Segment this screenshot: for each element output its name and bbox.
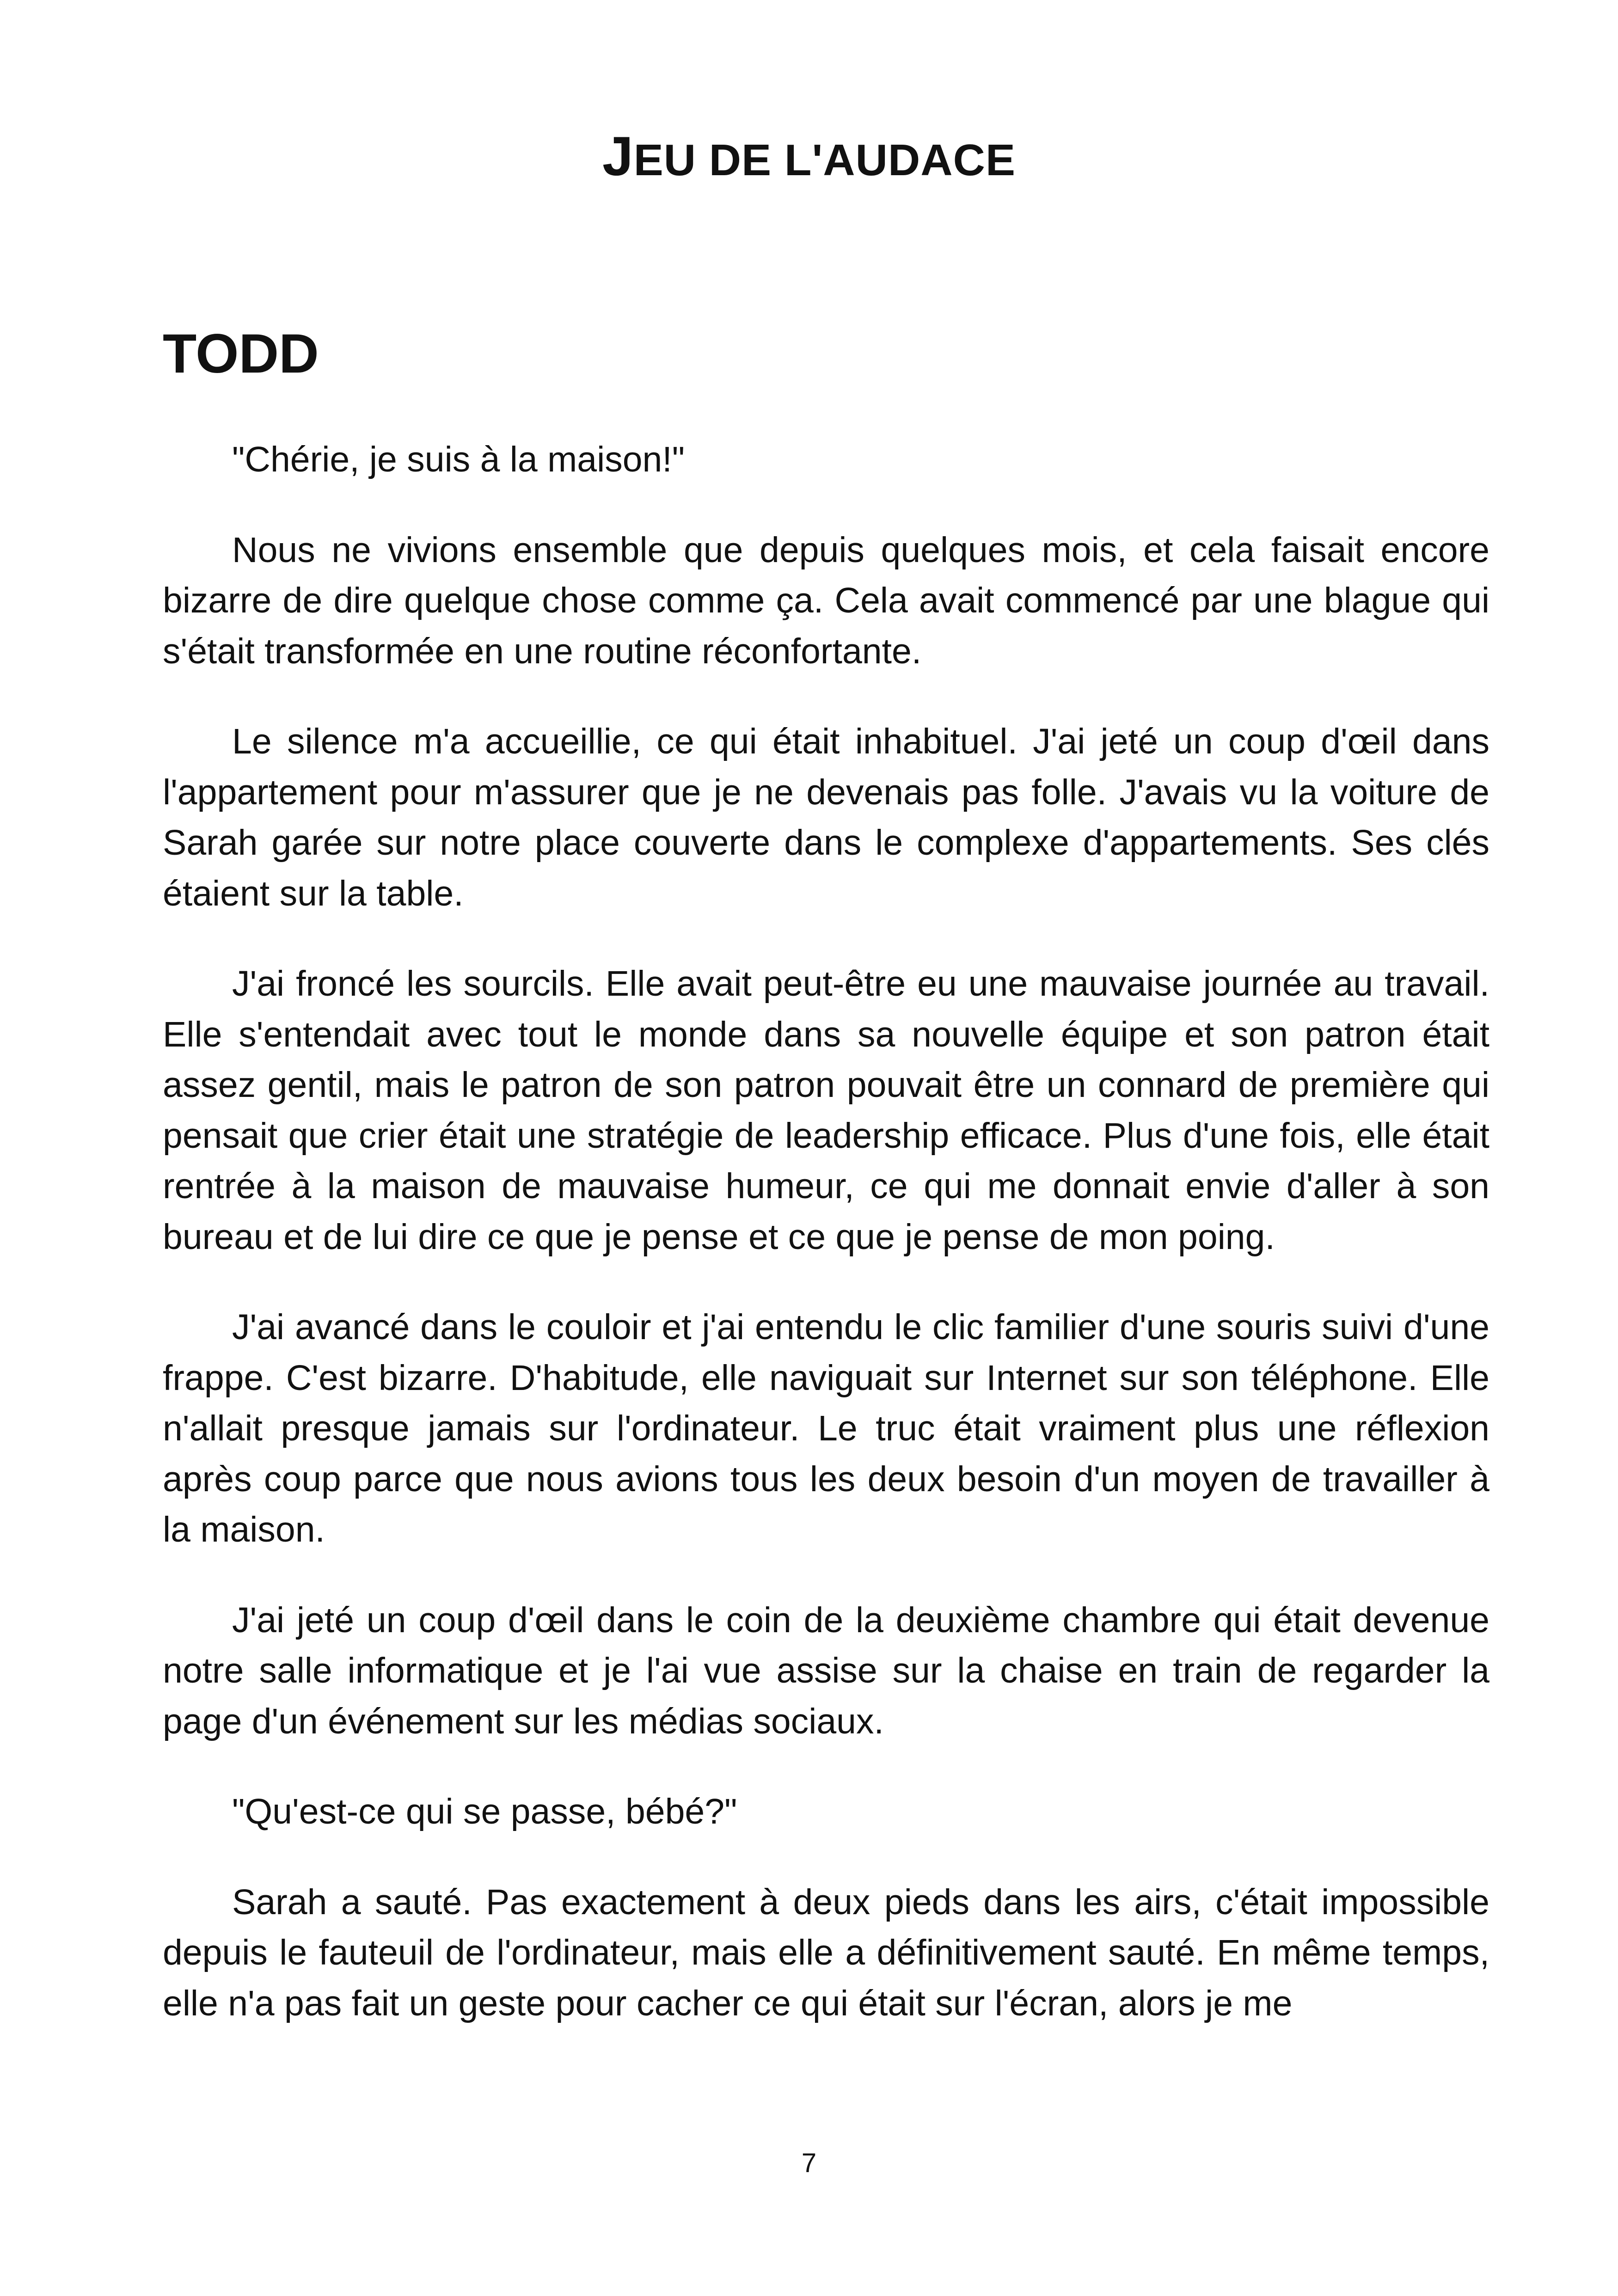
chapter-title-initial: J [602, 125, 634, 187]
page-number: 7 [801, 2148, 817, 2178]
paragraph: J'ai froncé les sourcils. Elle avait peut-être eu une mauvaise journée au travail. Elle s'entendait avec tout le monde dans sa nouvelle équipe et son patron était assez gentil, mais le patron de son patron pouvait être un connard de première qui pensait que crier était une stratégie de leadership efficace. Plus d'une fois, elle était rentrée à la maison de mauvaise humeur, ce qui me donnait envie d'aller à son bureau et de lui dire ce que je pense et ce que je pense de mon poing. [163, 964, 1489, 1257]
paragraph: J'ai jeté un coup d'œil dans le coin de la deuxième chambre qui était devenue notre salle informatique et je l'ai vue assise sur la chaise en train de regarder la page d'un événement sur les médias sociaux. [163, 1600, 1489, 1741]
chapter-title-rest: EU DE L'AUDACE [633, 135, 1016, 185]
section-heading: TODD [163, 323, 319, 385]
paragraph: "Qu'est-ce qui se passe, bébé?" [232, 1792, 737, 1831]
paragraph: J'ai avancé dans le couloir et j'ai entendu le clic familier d'une souris suivi d'une frappe. C'est bizarre. D'habitude, elle naviguait sur Internet sur son téléphone. Elle n'allait presque jamais sur l'ordinateur. Le truc était vraiment plus une réflexion après coup parce que nous avions tous les deux besoin d'un moyen de travailler à la maison. [163, 1307, 1489, 1549]
paragraph: Nous ne vivions ensemble que depuis quelques mois, et cela faisait encore bizarre de dire quelque chose comme ça. Cela avait commencé par une blague qui s'était transformée en une routine réconfortante. [163, 530, 1489, 671]
paragraph: Le silence m'a accueillie, ce qui était inhabituel. J'ai jeté un coup d'œil dans l'appartement pour m'assurer que je ne devenais pas folle. J'avais vu la voiture de Sarah garée sur notre place couverte dans le complexe d'appartements. Ses clés étaient sur la table. [163, 722, 1489, 913]
body-text [163, 435, 1489, 2069]
paragraph: "Chérie, je suis à la maison!" [232, 440, 685, 479]
paragraph: Sarah a sauté. Pas exactement à deux pieds dans les airs, c'était impossible depuis le fauteuil de l'ordinateur, mais elle a définitivement sauté. En même temps, elle n'a pas fait un geste pour cacher ce qui était sur l'écran, alors je me [163, 1882, 1489, 2023]
chapter-title [0, 124, 1618, 193]
